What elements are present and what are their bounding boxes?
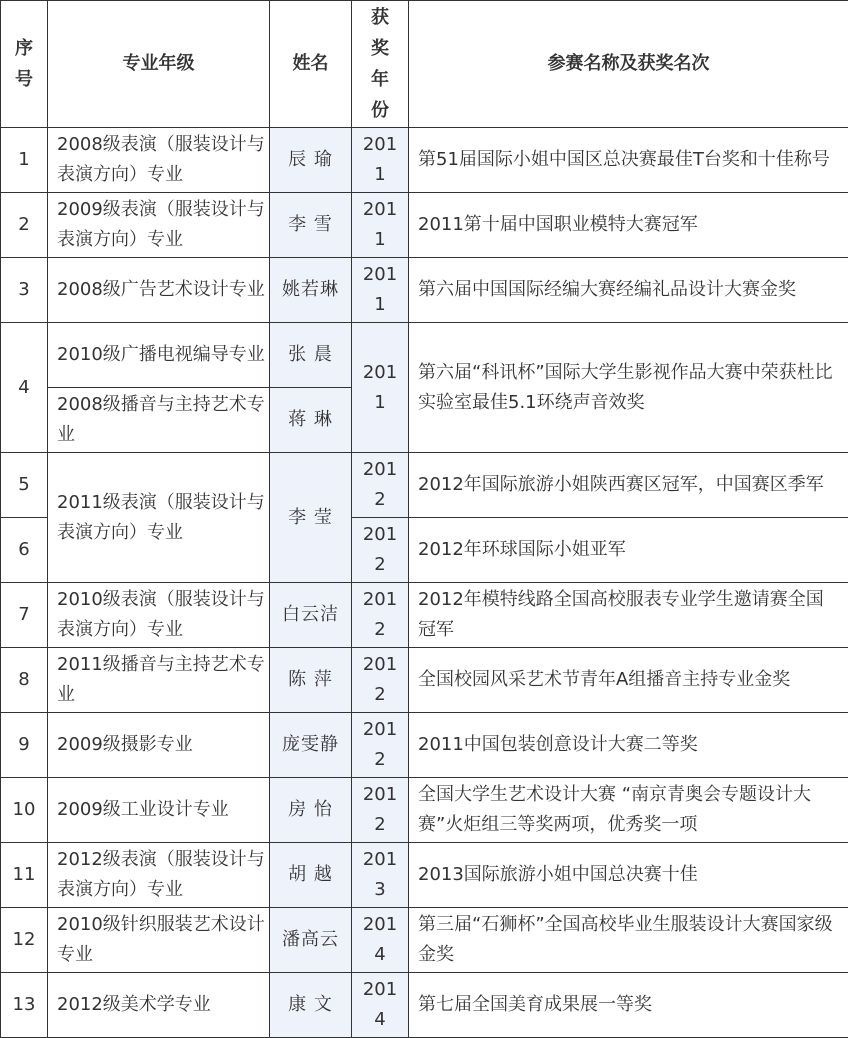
row-major: 2011级表演（服装设计与表演方向）专业 bbox=[48, 453, 270, 583]
row-major: 2008级播音与主持艺术专业 bbox=[48, 388, 270, 453]
row-year: 2014 bbox=[352, 973, 409, 1038]
row-major: 2010级广播电视编导专业 bbox=[48, 323, 270, 388]
row-award: 2013国际旅游小姐中国总决赛十佳 bbox=[409, 843, 848, 908]
row-name: 白云洁 bbox=[270, 583, 352, 648]
row-year: 2013 bbox=[352, 843, 409, 908]
row-year: 2011 bbox=[352, 193, 409, 258]
row-award: 全国校园风采艺术节青年A组播音主持专业金奖 bbox=[409, 648, 848, 713]
row-award: 2011中国包装创意设计大赛二等奖 bbox=[409, 713, 848, 778]
row-seq: 5 bbox=[1, 453, 48, 518]
header-seq: 序号 bbox=[1, 1, 48, 128]
row-name: 李 雪 bbox=[270, 193, 352, 258]
header-row bbox=[1, 1, 848, 128]
row-seq: 3 bbox=[1, 258, 48, 323]
table-row bbox=[1, 648, 848, 713]
row-year: 2011 bbox=[352, 323, 409, 453]
row-major: 2010级针织服装艺术设计专业 bbox=[48, 908, 270, 973]
row-award: 2012年模特线路全国高校服表专业学生邀请赛全国冠军 bbox=[409, 583, 848, 648]
row-major: 2008级广告艺术设计专业 bbox=[48, 258, 270, 323]
row-major: 2012级美术学专业 bbox=[48, 973, 270, 1038]
table-row bbox=[1, 323, 848, 388]
row-year: 2012 bbox=[352, 453, 409, 518]
row-award: 第七届全国美育成果展一等奖 bbox=[409, 973, 848, 1038]
row-seq: 11 bbox=[1, 843, 48, 908]
row-major: 2011级播音与主持艺术专业 bbox=[48, 648, 270, 713]
row-major: 2012级表演（服装设计与表演方向）专业 bbox=[48, 843, 270, 908]
row-award: 2011第十届中国职业模特大赛冠军 bbox=[409, 193, 848, 258]
row-year: 2011 bbox=[352, 128, 409, 193]
row-name: 康 文 bbox=[270, 973, 352, 1038]
row-name: 房 怡 bbox=[270, 778, 352, 843]
row-name: 胡 越 bbox=[270, 843, 352, 908]
row-major: 2009级表演（服装设计与表演方向）专业 bbox=[48, 193, 270, 258]
table-row bbox=[1, 128, 848, 193]
row-award: 2012年环球国际小姐亚军 bbox=[409, 518, 848, 583]
table-row bbox=[1, 453, 848, 518]
row-name: 张 晨 bbox=[270, 323, 352, 388]
table-row bbox=[1, 908, 848, 973]
row-award: 第六届中国国际经编大赛经编礼品设计大赛金奖 bbox=[409, 258, 848, 323]
row-name: 李 莹 bbox=[270, 453, 352, 583]
row-name: 陈 萍 bbox=[270, 648, 352, 713]
row-name: 庞雯静 bbox=[270, 713, 352, 778]
table-row bbox=[1, 973, 848, 1038]
row-seq: 9 bbox=[1, 713, 48, 778]
header-award: 参赛名称及获奖名次 bbox=[409, 1, 848, 128]
table-row bbox=[1, 843, 848, 908]
row-year: 2012 bbox=[352, 648, 409, 713]
table-row bbox=[1, 583, 848, 648]
table-row bbox=[1, 193, 848, 258]
row-seq: 1 bbox=[1, 128, 48, 193]
row-year: 2012 bbox=[352, 583, 409, 648]
row-seq: 10 bbox=[1, 778, 48, 843]
row-seq: 13 bbox=[1, 973, 48, 1038]
row-award: 第51届国际小姐中国区总决赛最佳T台奖和十佳称号 bbox=[409, 128, 848, 193]
row-award: 第六届“科讯杯”国际大学生影视作品大赛中荣获杜比实验室最佳5.1环绕声音效奖 bbox=[409, 323, 848, 453]
row-award: 第三届“石狮杯”全国高校毕业生服装设计大赛国家级金奖 bbox=[409, 908, 848, 973]
row-year: 2012 bbox=[352, 518, 409, 583]
row-seq: 2 bbox=[1, 193, 48, 258]
row-major: 2009级工业设计专业 bbox=[48, 778, 270, 843]
row-name: 潘高云 bbox=[270, 908, 352, 973]
row-name: 蒋 琳 bbox=[270, 388, 352, 453]
row-award: 全国大学生艺术设计大赛 “南京青奥会专题设计大赛”火炬组三等奖两项，优秀奖一项 bbox=[409, 778, 848, 843]
row-seq: 4 bbox=[1, 323, 48, 453]
table-row bbox=[1, 258, 848, 323]
header-year: 获奖年份 bbox=[352, 1, 409, 128]
row-name: 辰 瑜 bbox=[270, 128, 352, 193]
row-major: 2008级表演（服装设计与表演方向）专业 bbox=[48, 128, 270, 193]
table-row bbox=[1, 713, 848, 778]
row-year: 2011 bbox=[352, 258, 409, 323]
row-year: 2014 bbox=[352, 908, 409, 973]
row-seq: 6 bbox=[1, 518, 48, 583]
row-year: 2012 bbox=[352, 713, 409, 778]
row-major: 2009级摄影专业 bbox=[48, 713, 270, 778]
row-seq: 12 bbox=[1, 908, 48, 973]
row-seq: 7 bbox=[1, 583, 48, 648]
row-name: 姚若琳 bbox=[270, 258, 352, 323]
row-major: 2010级表演（服装设计与表演方向）专业 bbox=[48, 583, 270, 648]
table-row bbox=[1, 778, 848, 843]
header-major: 专业年级 bbox=[48, 1, 270, 128]
header-name: 姓名 bbox=[270, 1, 352, 128]
row-award: 2012年国际旅游小姐陕西赛区冠军，中国赛区季军 bbox=[409, 453, 848, 518]
row-year: 2012 bbox=[352, 778, 409, 843]
row-seq: 8 bbox=[1, 648, 48, 713]
